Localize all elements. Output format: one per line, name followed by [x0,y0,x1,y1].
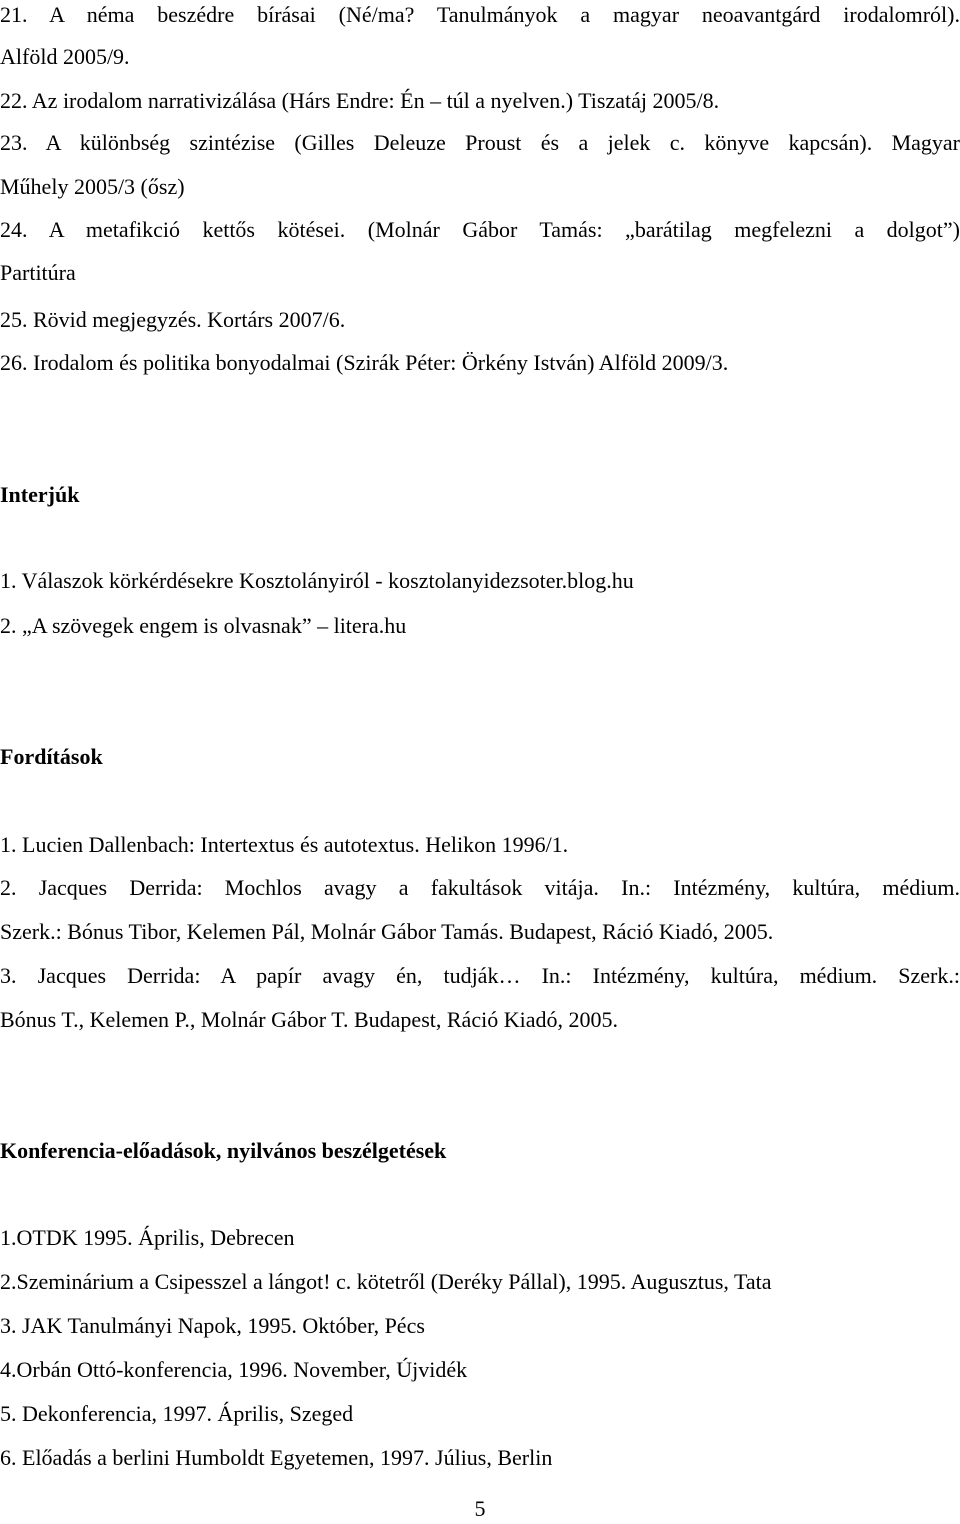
translation-item-1: 1. Lucien Dallenbach: Intertextus és autotextus. Helikon 1996/1. [0,832,569,857]
section-heading-forditasok: Fordítások [0,744,103,769]
interview-item: 1. Válaszok körkérdésekre Kosztolányiról - kosztolanyidezsoter.blog.hu [0,568,634,593]
conference-item: 4.Orbán Ottó-konferencia, 1996. November, Újvidék [0,1357,468,1382]
publication-23-line-2: Műhely 2005/3 (ősz) [0,174,185,199]
page-number: 5 [474,1496,486,1521]
publication-21-line-2: Alföld 2005/9. [0,44,130,69]
translation-item-3-line-1: 3. Jacques Derrida: A papír avagy én, tudják… In.: Intézmény, kultúra, médium. Szerk.: [0,963,960,988]
publication-24-line-1: 24. A metafikció kettős kötései. (Molnár Gábor Tamás: „barátilag megfelezni a dolgot”) [0,217,960,242]
section-heading-interjuk: Interjúk [0,482,80,507]
conference-item: 3. JAK Tanulmányi Napok, 1995. Október, Pécs [0,1313,425,1338]
section-heading-konferencia: Konferencia-előadások, nyilvános beszélgetések [0,1138,447,1163]
conference-item: 6. Előadás a berlini Humboldt Egyetemen, 1997. Július, Berlin [0,1445,553,1470]
publication-23-line-1: 23. A különbség szintézise (Gilles Deleuze Proust és a jelek c. könyve kapcsán). Magyar [0,130,960,155]
conference-item: 1.OTDK 1995. Április, Debrecen [0,1225,295,1250]
translation-item-2-line-1: 2. Jacques Derrida: Mochlos avagy a fakultások vitája. In.: Intézmény, kultúra, médium. [0,875,960,900]
conference-item: 5. Dekonferencia, 1997. Április, Szeged [0,1401,354,1426]
publication-25: 25. Rövid megjegyzés. Kortárs 2007/6. [0,307,346,332]
publication-21-line-1: 21. A néma beszédre bírásai (Né/ma? Tanulmányok a magyar neoavantgárd irodalomról). [0,2,960,27]
translation-item-2-line-2: Szerk.: Bónus Tibor, Kelemen Pál, Molnár Gábor Tamás. Budapest, Ráció Kiadó, 2005. [0,919,774,944]
publication-24-line-2: Partitúra [0,260,76,285]
conference-item: 2.Szeminárium a Csipesszel a lángot! c. kötetről (Deréky Pállal), 1995. Augusztus, Tata [0,1269,772,1294]
translation-item-3-line-2: Bónus T., Kelemen P., Molnár Gábor T. Budapest, Ráció Kiadó, 2005. [0,1007,618,1032]
interview-item: 2. „A szövegek engem is olvasnak” – litera.hu [0,613,407,638]
publication-26: 26. Irodalom és politika bonyodalmai (Szirák Péter: Örkény István) Alföld 2009/3. [0,350,729,375]
publication-22: 22. Az irodalom narrativizálása (Hárs Endre: Én – túl a nyelven.) Tiszatáj 2005/8. [0,88,720,113]
